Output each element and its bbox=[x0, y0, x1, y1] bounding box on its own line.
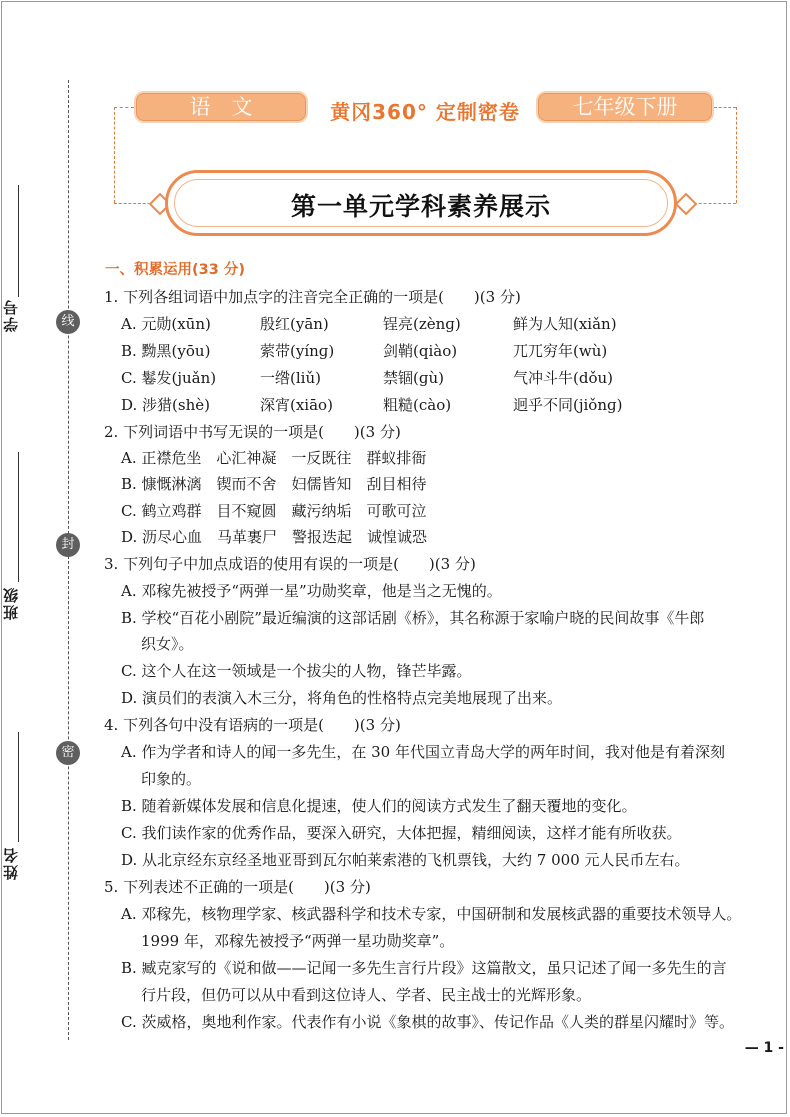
q2-option-c[interactable]: C. 鹤立鸡群 目不窥圆 藏污纳垢 可歌可泣 bbox=[121, 502, 427, 520]
q3-stem: 3. 下列句子中加点成语的使用有误的一项是( )(3 分) bbox=[104, 555, 476, 573]
q5-stem: 5. 下列表述不正确的一项是( )(3 分) bbox=[104, 878, 371, 896]
unit-banner bbox=[165, 170, 677, 236]
q1-c-word-1: C. 鬈发(juǎn) bbox=[121, 369, 217, 387]
section-heading: 一、积累运用(33 分) bbox=[105, 262, 245, 278]
q1-b-word-4: 兀兀穷年(wù) bbox=[513, 342, 608, 360]
q1-d-word-4: 迥乎不同(jiǒnɡ) bbox=[513, 396, 623, 414]
q5-option-b-line2: 行片段，但仍可以从中看到这位诗人、学者、民主战士的光辉形象。 bbox=[141, 986, 592, 1004]
header-dash-right-vertical bbox=[736, 107, 737, 203]
q1-a-word-4: 鲜为人知(xiǎn) bbox=[513, 315, 617, 333]
q3-option-a[interactable]: A. 邓稼先被授予“两弹一星”功勋奖章，他是当之无愧的。 bbox=[121, 582, 502, 600]
q2-option-b[interactable]: B. 慷慨淋漓 锲而不舍 妇儒皆知 刮目相待 bbox=[121, 475, 427, 493]
q5-option-a-line1[interactable]: A. 邓稼先，核物理学家、核武器科学和技术专家，中国研制和发展核武器的重要技术领导人。 bbox=[121, 905, 742, 923]
q1-stem: 1. 下列各组词语中加点字的注音完全正确的一项是( )(3 分) bbox=[104, 288, 521, 306]
q2-stem: 2. 下列词语中书写无误的一项是( )(3 分) bbox=[104, 423, 401, 441]
brand-title: 黄冈360° 定制密卷 bbox=[330, 100, 520, 124]
q1-c-word-4: 气冲斗牛(dǒu) bbox=[513, 369, 613, 387]
q1-b-word-3: 剑鞘(qiào) bbox=[383, 342, 458, 360]
q3-option-c[interactable]: C. 这个人在这一领域是一个拔尖的人物，锋芒毕露。 bbox=[121, 662, 472, 680]
binding-mark-mi: 密 bbox=[56, 741, 80, 765]
q4-option-b[interactable]: B. 随着新媒体发展和信息化提速，使人们的阅读方式发生了翻天覆地的变化。 bbox=[121, 797, 637, 815]
q1-a-word-1: A. 元勋(xūn) bbox=[121, 315, 211, 333]
q5-option-a-line2: 1999 年，邓稼先被授予“两弹一星功勋奖章”。 bbox=[141, 932, 455, 950]
q1-b-word-2: 萦带(yínɡ) bbox=[260, 342, 335, 360]
name-blank[interactable] bbox=[18, 732, 19, 842]
subject-pill: 语 文 bbox=[134, 91, 308, 123]
q3-option-b-line2: 织女》。 bbox=[141, 635, 194, 653]
q1-a-word-3: 锃亮(zènɡ) bbox=[383, 315, 461, 333]
header-dash-left-vertical bbox=[114, 107, 115, 203]
class-blank[interactable] bbox=[18, 452, 19, 582]
q2-option-a[interactable]: A. 正襟危坐 心汇神凝 一反既往 群蚁排衙 bbox=[121, 449, 427, 467]
q1-d-word-2: 深宵(xiāo) bbox=[260, 396, 333, 414]
q4-option-a-line2: 印象的。 bbox=[141, 770, 202, 788]
student-id-blank[interactable] bbox=[18, 185, 19, 297]
page-number: — 1 - bbox=[744, 1040, 784, 1056]
q4-option-d[interactable]: D. 从北京经东京经圣地亚哥到瓦尔帕莱索港的飞机票钱，大约 7 000 元人民币左右。 bbox=[121, 851, 690, 869]
student-id-label: 学号 bbox=[2, 298, 20, 332]
q1-c-word-2: 一绺(liǔ) bbox=[260, 369, 321, 387]
q1-b-word-1: B. 黝黑(yōu) bbox=[121, 342, 211, 360]
binding-mark-feng: 封 bbox=[56, 533, 80, 557]
header-dash-right-top bbox=[714, 107, 736, 108]
header-dash-left-top bbox=[114, 107, 134, 108]
q4-option-a-line1[interactable]: A. 作为学者和诗人的闻一多先生，在 30 年代国立青岛大学的两年时间，我对他是有着深刻 bbox=[121, 743, 725, 761]
q1-c-word-3: 禁锢(ɡù) bbox=[383, 369, 444, 387]
q3-option-b-line1[interactable]: B. 学校“百花小剧院”最近编演的这部话剧《桥》，其名称源于家喻户晓的民间故事《牛郎 bbox=[121, 609, 705, 627]
q5-option-c[interactable]: C. 茨威格，奥地利作家。代表作有小说《象棋的故事》、传记作品《人类的群星闪耀时》等。 bbox=[121, 1013, 734, 1031]
q4-stem: 4. 下列各句中没有语病的一项是( )(3 分) bbox=[104, 716, 401, 734]
binding-mark-xian: 线 bbox=[56, 310, 80, 334]
page-title: 第一单元学科素养展示 bbox=[290, 192, 551, 221]
q1-d-word-3: 粗糙(cào) bbox=[383, 396, 452, 414]
name-label: 姓名 bbox=[2, 846, 20, 880]
q3-option-d[interactable]: D. 演员们的表演入木三分，将角色的性格特点完美地展现了出来。 bbox=[121, 689, 563, 707]
q4-option-c[interactable]: C. 我们读作家的优秀作品，要深入研究，大体把握，精细阅读，这样才能有所收获。 bbox=[121, 824, 682, 842]
grade-pill: 七年级下册 bbox=[536, 91, 714, 123]
binding-dashed-line bbox=[68, 80, 69, 1040]
q5-option-b-line1[interactable]: B. 臧克家写的《说和做——记闻一多先生言行片段》这篇散文，虽只记述了闻一多先生的言 bbox=[121, 959, 727, 977]
q1-a-word-2: 殷红(yān) bbox=[260, 315, 329, 333]
class-label: 班级 bbox=[2, 586, 20, 620]
q1-d-word-1: D. 涉猎(shè) bbox=[121, 396, 210, 414]
q2-option-d[interactable]: D. 沥尽心血 马革裹尸 警报迭起 诚惶诚恐 bbox=[121, 528, 428, 546]
